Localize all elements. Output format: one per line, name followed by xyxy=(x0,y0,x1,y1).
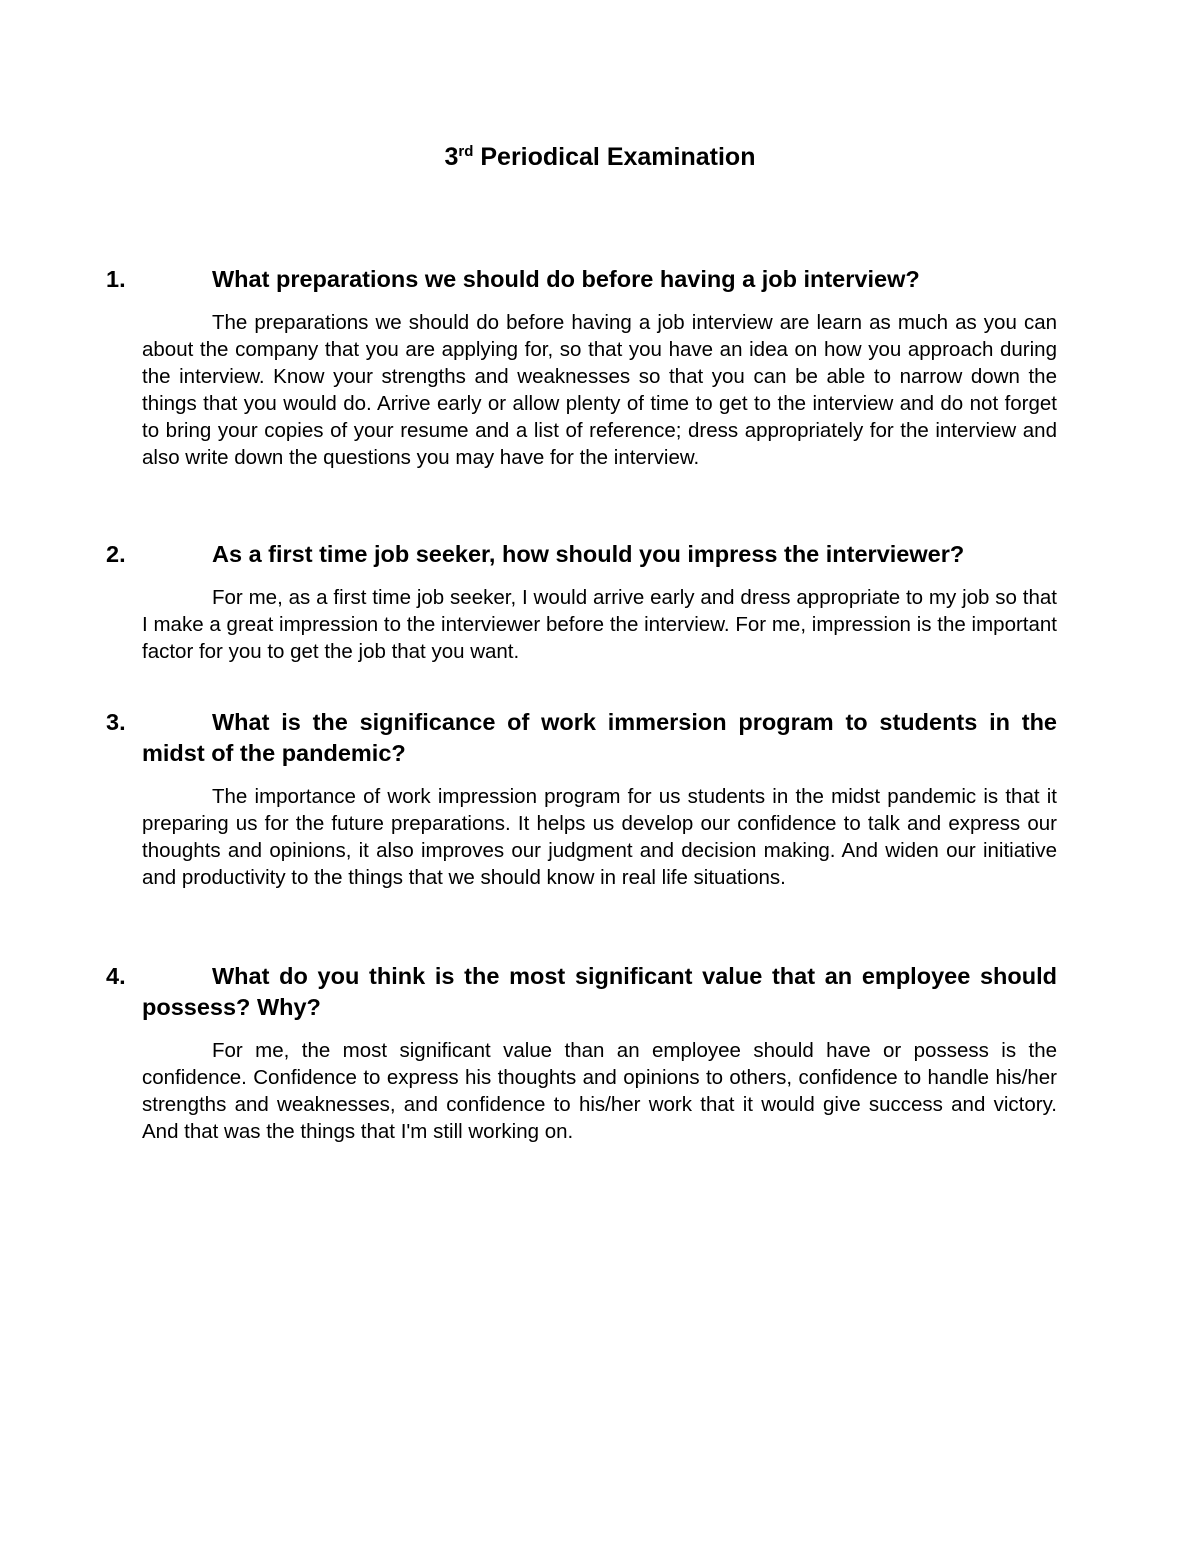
question-block-4 xyxy=(106,961,1057,1145)
answer-text: The importance of work impression program for us students in the midst pandemic is that it preparing us for the future preparations. It helps us develop our confidence to talk and express our thoughts and opinions, it also improves our judgment and decision making. And widen our initiative and productivity to the things that we should know in real life situations. xyxy=(142,785,1057,889)
question-heading xyxy=(106,539,1057,570)
question-number: 2. xyxy=(106,541,126,567)
answer-text: For me, the most significant value than an employee should have or possess is the confidence. Confidence to express his thoughts and opinions to others, confidence to handle his/her strengths and weaknesses, and confidence to his/her work that it would give success and victory. And that was the things that I'm still working on. xyxy=(142,1039,1057,1143)
title-number: 3 xyxy=(444,143,459,171)
question-text: What do you think is the most significant value that an employee should possess? Why? xyxy=(142,963,1057,1020)
title-text: Periodical Examination xyxy=(480,143,756,171)
answer-text: The preparations we should do before having a job interview are learn as much as you can about the company that you are applying for, so that you have an idea on how you approach during the interview. Know your strengths and weaknesses so that you can be able to narrow down the things that you would do. Arrive early or allow plenty of time to get to the interview and do not forget to bring your copies of your resume and a list of reference; dress appropriately for the interview and also write down the questions you may have for the interview. xyxy=(142,311,1057,469)
question-text: What is the significance of work immersion program to students in the midst of the pandemic? xyxy=(142,709,1057,766)
question-number: 1. xyxy=(106,266,126,292)
question-text: What preparations we should do before having a job interview? xyxy=(212,266,920,292)
title-superscript: rd xyxy=(458,143,474,160)
answer-text: For me, as a first time job seeker, I would arrive early and dress appropriate to my job so that I make a great impression to the interviewer before the interview. For me, impression is the important factor for you to get the job that you want. xyxy=(142,586,1057,663)
question-number: 4. xyxy=(106,963,126,989)
question-text: As a first time job seeker, how should you impress the interviewer? xyxy=(212,541,965,567)
question-heading xyxy=(106,707,1057,769)
question-heading xyxy=(106,961,1057,1023)
question-block-3 xyxy=(106,707,1057,891)
page-title xyxy=(0,140,1200,174)
question-block-1 xyxy=(106,264,1057,471)
question-number: 3. xyxy=(106,709,126,735)
question-block-2 xyxy=(106,539,1057,665)
question-heading xyxy=(106,264,1057,295)
